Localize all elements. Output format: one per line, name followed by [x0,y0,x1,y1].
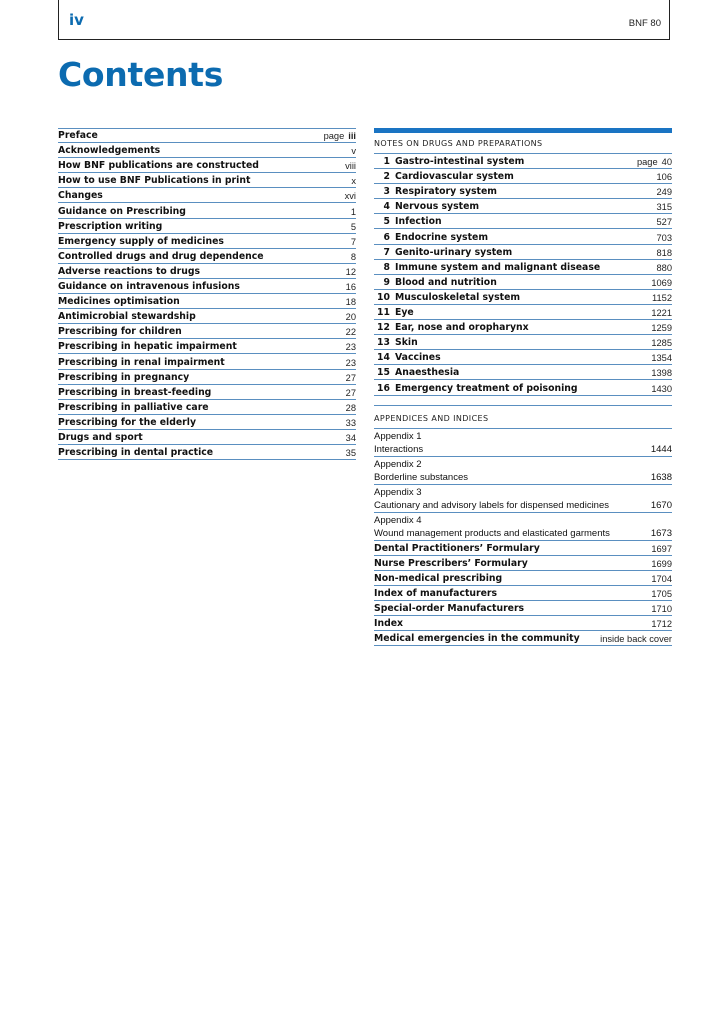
page-number: 1670 [650,499,672,511]
appendix-entry[interactable] [374,485,672,513]
chapter-number: 6 [383,231,390,243]
page-number: 27 [345,387,356,398]
page-ref [656,171,672,183]
entry-title: Drugs and sport [58,431,143,443]
toc-entry[interactable] [58,339,356,354]
page-number: 880 [656,262,672,273]
page-number: 249 [656,187,672,198]
toc-entry[interactable] [58,445,356,460]
entry-title [374,201,479,213]
page-number: 1 [350,206,356,217]
chapter-entry[interactable] [374,290,672,305]
toc-entry[interactable] [58,309,356,324]
chapter-title: Cardiovascular system [395,171,514,183]
toc-entry[interactable] [58,203,356,218]
entry-title: Prescribing in pregnancy [58,371,190,383]
page-prefix: page [636,157,658,168]
front-matter-list [58,128,356,460]
page-ref [651,618,672,630]
page-number: 1259 [651,323,672,334]
appendix-line [374,499,672,512]
entry-title [374,232,488,244]
toc-entry[interactable] [58,294,356,309]
page-ref [346,266,356,278]
page-number: 22 [345,327,356,338]
page-ref [351,221,356,233]
entry-title: Adverse reactions to drugs [58,265,201,277]
chapter-entry[interactable] [374,245,672,260]
appendix-label: Appendix 2 [374,458,422,470]
chapter-title: Nervous system [395,201,480,213]
appendix-entry[interactable] [374,457,672,485]
page-number: 40 [661,157,672,168]
appendix-title: Cautionary and advisory labels for dispensed medicines [374,499,609,511]
appendix-line [374,471,672,484]
chapter-number: 14 [377,352,390,364]
chapter-title: Emergency treatment of poisoning [395,382,578,394]
page-number: 1430 [651,383,672,394]
toc-entry[interactable] [58,158,356,173]
notes-heading: NOTES ON DRUGS AND PREPARATIONS [374,133,672,154]
chapter-entry[interactable] [374,275,672,290]
page-number: 23 [345,342,356,353]
chapters-column [374,128,672,646]
chapter-title: Genito-urinary system [395,246,513,258]
entry-title: Index of manufacturers [374,587,498,599]
page-ref [346,341,356,353]
toc-entry[interactable] [58,370,356,385]
page-ref [656,186,672,198]
toc-entry[interactable] [58,143,356,158]
chapter-number: 13 [377,337,390,349]
chapter-title: Musculoskeletal system [395,291,521,303]
page-number: 23 [345,357,356,368]
chapter-entry[interactable] [374,260,672,275]
chapter-entry[interactable] [374,184,672,199]
entry-title [374,307,414,319]
page-ref [651,337,672,349]
appendix-title: Borderline substances [374,471,468,483]
page-number: 1673 [650,527,672,539]
entry-title: Emergency supply of medicines [58,235,224,247]
chapter-title: Eye [395,307,414,319]
chapter-number: 4 [383,201,390,213]
page-ref [351,251,356,263]
appendices-heading: APPENDICES AND INDICES [374,405,672,429]
page-ref [637,156,672,168]
page-ref [651,588,672,600]
page-number: 1699 [651,558,672,569]
page-number: 12 [345,266,356,277]
entry-title: Medical emergencies in the community [374,633,580,645]
page-number: 35 [345,448,356,459]
chapter-title: Vaccines [395,352,441,364]
page-ref [351,206,356,218]
appendix-label: Appendix 1 [374,430,422,442]
entry-title [374,322,529,334]
appendix-title: Wound management products and elasticated garments [374,527,610,539]
page-ref [651,307,672,319]
page-number: 34 [345,432,356,443]
chapter-number: 5 [383,216,390,228]
chapter-entry[interactable] [374,305,672,320]
toc-entry[interactable] [58,385,356,400]
chapter-number: 7 [383,246,390,258]
entry-title: Prescribing in breast-feeding [58,386,212,398]
page-ref [651,367,672,379]
page-ref [346,326,356,338]
page-number: 703 [656,232,672,243]
toc-entry[interactable] [58,234,356,249]
appendix-title: Interactions [374,443,424,455]
toc-entry[interactable] [58,415,356,430]
chapter-number: 1 [383,156,390,168]
chapter-number: 3 [383,186,390,198]
index-list [374,541,672,647]
appendix-line [374,527,672,540]
chapter-number: 9 [383,276,390,288]
toc-entry[interactable] [58,249,356,264]
index-entry[interactable] [374,601,672,616]
toc-entry[interactable] [58,188,356,203]
page-number: 527 [656,217,672,228]
page-number: 1069 [651,277,672,288]
page-number: 28 [345,402,356,413]
toc-entry[interactable] [58,173,356,188]
entry-title: How BNF publications are constructed [58,160,259,172]
chapter-number: 15 [377,367,390,379]
page-number: 1704 [651,573,672,584]
appendix-entry[interactable] [374,513,672,541]
chapter-title: Immune system and malignant disease [395,261,601,273]
page-header [58,0,670,40]
appendix-label: Appendix 3 [374,486,422,498]
page-ref [651,543,672,555]
page-ref [346,281,356,293]
chapter-title: Infection [395,216,442,228]
entry-title: Nurse Prescribers’ Formulary [374,557,528,569]
entry-title: Prescribing for children [58,326,182,338]
page-ref [656,201,672,213]
page-number: 7 [350,236,356,247]
page-number: 1354 [651,353,672,364]
index-entry[interactable] [374,541,672,556]
page-ref [651,558,672,570]
page-ref [346,402,356,414]
page-number: x [351,176,356,187]
entry-title: Acknowledgements [58,145,161,157]
page-number: 1638 [650,471,672,483]
page-number: 1705 [651,588,672,599]
entry-title [374,186,497,198]
chapter-entry[interactable] [374,229,672,244]
page-ref [651,352,672,364]
page-ref [651,603,672,615]
page-number: 33 [345,417,356,428]
chapter-entry[interactable] [374,380,672,395]
entry-title: Index [374,618,404,630]
page-ref [600,633,672,645]
entry-title: Guidance on Prescribing [58,205,186,217]
page-ref [651,383,672,395]
page-number: viii [345,161,356,172]
entry-title: Controlled drugs and drug dependence [58,250,264,262]
edition-label: BNF 80 [628,18,661,29]
page-ref [346,447,356,459]
toc-entry[interactable] [58,354,356,369]
page-number: 1712 [651,619,672,630]
entry-title [374,383,578,395]
entry-title: Guidance on intravenous infusions [58,281,240,293]
entry-title: Prescribing in renal impairment [58,356,225,368]
page-number: 1285 [651,338,672,349]
entry-title [374,337,418,349]
entry-title [374,247,512,259]
entry-title [374,367,459,379]
chapter-entry[interactable] [374,335,672,350]
page-number: 1398 [651,368,672,379]
entry-title: Medicines optimisation [58,296,180,308]
chapter-list [374,154,672,396]
chapter-number: 10 [377,291,390,303]
page-number: v [351,146,356,157]
page-number: 1152 [652,292,672,303]
chapter-entry[interactable] [374,169,672,184]
appendix-line [374,443,672,456]
page-number: 27 [345,372,356,383]
chapter-title: Anaesthesia [395,367,460,379]
entry-title [374,277,497,289]
entry-title: How to use BNF Publications in print [58,175,251,187]
toc-entry[interactable] [58,324,356,339]
index-entry[interactable] [374,616,672,631]
chapter-number: 11 [377,307,390,319]
entry-title: Prescribing for the elderly [58,416,197,428]
appendix-list [374,429,672,541]
page-title: Contents [58,55,224,94]
page-number: iii [348,131,356,142]
page-number: 1710 [651,603,672,614]
page-ref [345,160,356,172]
entry-title [374,292,520,304]
page-number: xvi [344,191,356,202]
page-number: 1221 [651,308,672,319]
page-ref [656,262,672,274]
page-number: 16 [345,282,356,293]
chapter-entry[interactable] [374,320,672,335]
chapter-number: 12 [377,322,390,334]
index-entry[interactable] [374,631,672,646]
page-ref [656,247,672,259]
toc-entry[interactable] [58,264,356,279]
page-number: inside back cover [600,634,672,645]
index-entry[interactable] [374,556,672,571]
page-prefix: page [323,131,345,142]
toc-entry[interactable] [58,128,356,143]
entry-title: Prescribing in dental practice [58,447,214,459]
entry-title: Changes [58,190,103,202]
page-number: 20 [345,312,356,323]
page-ref [651,573,672,585]
toc-entry[interactable] [58,279,356,294]
page-ref [651,277,672,289]
chapter-title: Ear, nose and oropharynx [395,322,529,334]
index-entry[interactable] [374,571,672,586]
entry-title [374,262,600,274]
chapter-title: Gastro-intestinal system [395,156,525,168]
page-ref [652,292,672,304]
chapter-title: Blood and nutrition [395,276,497,288]
page-ref [351,175,356,187]
toc-entry[interactable] [58,430,356,445]
chapter-number: 2 [383,171,390,183]
entry-title: Antimicrobial stewardship [58,311,196,323]
page-ref [324,130,356,142]
entry-title [374,216,442,228]
chapter-entry[interactable] [374,154,672,169]
chapter-title: Skin [395,337,418,349]
chapter-entry[interactable] [374,365,672,380]
page-number: 5 [350,221,356,232]
chapter-title: Respiratory system [395,186,497,198]
entry-title [374,171,514,183]
page-number: 8 [350,251,356,262]
entry-title: Prescription writing [58,220,163,232]
toc-entry[interactable] [58,219,356,234]
appendix-entry[interactable] [374,429,672,457]
page-ref [351,145,356,157]
entry-title: Prescribing in palliative care [58,401,209,413]
page-ref [651,322,672,334]
page-number: iv [69,11,84,29]
entry-title: Prescribing in hepatic impairment [58,341,237,353]
page-ref [351,236,356,248]
page-ref [656,232,672,244]
entry-title: Non-medical prescribing [374,572,503,584]
page-ref [346,387,356,399]
chapter-number: 16 [377,382,390,394]
page-ref [345,190,356,202]
entry-title: Special-order Manufacturers [374,602,525,614]
page-number: 1697 [651,543,672,554]
appendix-label: Appendix 4 [374,514,422,526]
page-ref [656,216,672,228]
toc-entry[interactable] [58,400,356,415]
chapter-title: Endocrine system [395,231,489,243]
entry-title: Preface [58,130,98,142]
page-ref [346,432,356,444]
page-number: 18 [345,297,356,308]
entry-title: Dental Practitioners’ Formulary [374,542,540,554]
chapter-number: 8 [383,261,390,273]
page-ref [346,357,356,369]
chapter-entry[interactable] [374,350,672,365]
entry-title [374,352,441,364]
chapter-entry[interactable] [374,214,672,229]
page-ref [346,311,356,323]
chapter-entry[interactable] [374,199,672,214]
page-ref [346,296,356,308]
page-ref [346,417,356,429]
page-number: 106 [656,172,672,183]
page-ref [346,372,356,384]
page-number: 315 [656,202,672,213]
page-number: 818 [656,247,672,258]
entry-title [374,156,524,168]
page-number: 1444 [650,443,672,455]
index-entry[interactable] [374,586,672,601]
